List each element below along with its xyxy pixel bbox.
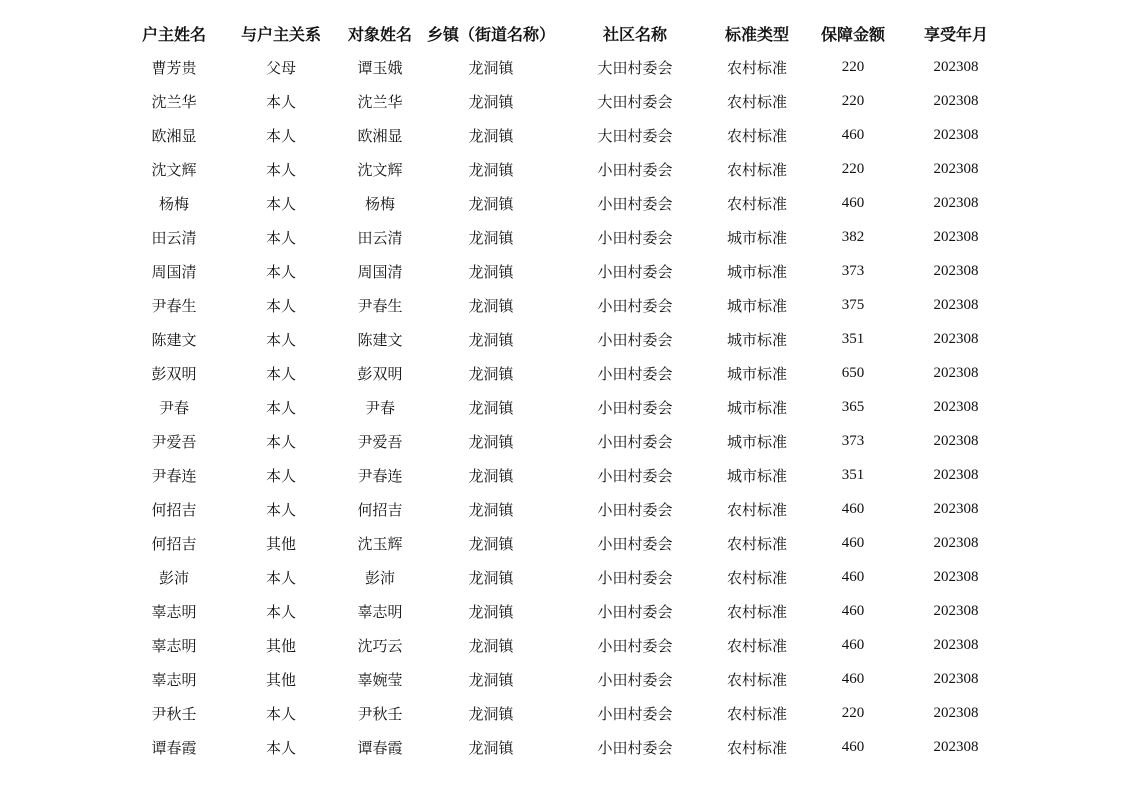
household-head-name-cell: 曹芳贵: [151, 58, 197, 77]
recipient-name-cell: 彭双明: [357, 364, 403, 383]
beneficiary-table: [120, 16, 1006, 764]
header-township: 乡镇（街道名称）: [426, 24, 555, 44]
township-cell: 龙洞镇: [468, 466, 514, 485]
table-row: [120, 50, 1006, 84]
table-row: [120, 628, 1006, 662]
standard-type-cell: 农村标准: [726, 500, 787, 519]
standard-type-cell: 城市标准: [726, 364, 787, 383]
township-cell: 龙洞镇: [468, 432, 514, 451]
period-cell: 202308: [933, 636, 979, 653]
standard-type-cell: 农村标准: [726, 670, 787, 689]
recipient-name-cell: 尹春生: [357, 296, 403, 315]
amount-cell: 373: [841, 432, 865, 449]
period-cell: 202308: [933, 466, 979, 483]
table-row: [120, 220, 1006, 254]
standard-type-cell: 城市标准: [726, 466, 787, 485]
relationship-cell: 本人: [265, 738, 296, 757]
amount-cell: 460: [841, 670, 865, 687]
household-head-name-cell: 尹春生: [151, 296, 197, 315]
recipient-name-cell: 辜婉莹: [357, 670, 403, 689]
table-row: [120, 186, 1006, 220]
recipient-name-cell: 何招吉: [357, 500, 403, 519]
recipient-name-cell: 尹爱吾: [357, 432, 403, 451]
amount-cell: 460: [841, 602, 865, 619]
standard-type-cell: 农村标准: [726, 636, 787, 655]
relationship-cell: 本人: [265, 330, 296, 349]
relationship-cell: 本人: [265, 92, 296, 111]
period-cell: 202308: [933, 194, 979, 211]
period-cell: 202308: [933, 296, 979, 313]
community-cell: 小田村委会: [597, 160, 673, 179]
header-amount: 保障金额: [820, 24, 885, 44]
township-cell: 龙洞镇: [468, 398, 514, 417]
amount-cell: 365: [841, 398, 865, 415]
household-head-name-cell: 辜志明: [151, 636, 197, 655]
amount-cell: 382: [841, 228, 865, 245]
community-cell: 小田村委会: [597, 330, 673, 349]
relationship-cell: 其他: [265, 636, 296, 655]
household-head-name-cell: 辜志明: [151, 670, 197, 689]
table-row: [120, 594, 1006, 628]
period-cell: 202308: [933, 432, 979, 449]
standard-type-cell: 城市标准: [726, 432, 787, 451]
table-row: [120, 390, 1006, 424]
relationship-cell: 本人: [265, 296, 296, 315]
standard-type-cell: 农村标准: [726, 58, 787, 77]
household-head-name-cell: 彭双明: [151, 364, 197, 383]
amount-cell: 460: [841, 738, 865, 755]
table-row: [120, 662, 1006, 696]
table-row: [120, 254, 1006, 288]
community-cell: 小田村委会: [597, 670, 673, 689]
standard-type-cell: 农村标准: [726, 602, 787, 621]
recipient-name-cell: 沈兰华: [357, 92, 403, 111]
township-cell: 龙洞镇: [468, 296, 514, 315]
amount-cell: 351: [841, 466, 865, 483]
township-cell: 龙洞镇: [468, 738, 514, 757]
period-cell: 202308: [933, 58, 979, 75]
period-cell: 202308: [933, 160, 979, 177]
header-row: [120, 16, 1006, 50]
period-cell: 202308: [933, 500, 979, 517]
standard-type-cell: 城市标准: [726, 262, 787, 281]
community-cell: 小田村委会: [597, 500, 673, 519]
recipient-name-cell: 谭玉娥: [357, 58, 403, 77]
household-head-name-cell: 辜志明: [151, 602, 197, 621]
community-cell: 小田村委会: [597, 466, 673, 485]
relationship-cell: 本人: [265, 398, 296, 417]
period-cell: 202308: [933, 228, 979, 245]
header-community: 社区名称: [602, 24, 667, 44]
community-cell: 大田村委会: [597, 58, 673, 77]
township-cell: 龙洞镇: [468, 228, 514, 247]
relationship-cell: 本人: [265, 466, 296, 485]
period-cell: 202308: [933, 704, 979, 721]
recipient-name-cell: 沈文辉: [357, 160, 403, 179]
table-row: [120, 84, 1006, 118]
household-head-name-cell: 何招吉: [151, 500, 197, 519]
amount-cell: 650: [841, 364, 865, 381]
standard-type-cell: 城市标准: [726, 228, 787, 247]
community-cell: 小田村委会: [597, 228, 673, 247]
township-cell: 龙洞镇: [468, 92, 514, 111]
header-standard-type: 标准类型: [724, 24, 789, 44]
table-row: [120, 322, 1006, 356]
household-head-name-cell: 尹春连: [151, 466, 197, 485]
household-head-name-cell: 谭春霞: [151, 738, 197, 757]
period-cell: 202308: [933, 670, 979, 687]
household-head-name-cell: 沈文辉: [151, 160, 197, 179]
period-cell: 202308: [933, 262, 979, 279]
household-head-name-cell: 何招吉: [151, 534, 197, 553]
amount-cell: 460: [841, 500, 865, 517]
community-cell: 小田村委会: [597, 296, 673, 315]
recipient-name-cell: 杨梅: [364, 194, 395, 213]
table-row: [120, 526, 1006, 560]
amount-cell: 220: [841, 160, 865, 177]
community-cell: 小田村委会: [597, 364, 673, 383]
table-row: [120, 424, 1006, 458]
community-cell: 大田村委会: [597, 92, 673, 111]
relationship-cell: 本人: [265, 126, 296, 145]
standard-type-cell: 农村标准: [726, 126, 787, 145]
table-row: [120, 152, 1006, 186]
period-cell: 202308: [933, 602, 979, 619]
relationship-cell: 其他: [265, 534, 296, 553]
standard-type-cell: 城市标准: [726, 398, 787, 417]
township-cell: 龙洞镇: [468, 330, 514, 349]
township-cell: 龙洞镇: [468, 534, 514, 553]
period-cell: 202308: [933, 364, 979, 381]
township-cell: 龙洞镇: [468, 160, 514, 179]
relationship-cell: 本人: [265, 568, 296, 587]
township-cell: 龙洞镇: [468, 364, 514, 383]
amount-cell: 460: [841, 194, 865, 211]
amount-cell: 375: [841, 296, 865, 313]
amount-cell: 373: [841, 262, 865, 279]
relationship-cell: 本人: [265, 602, 296, 621]
standard-type-cell: 农村标准: [726, 194, 787, 213]
relationship-cell: 本人: [265, 500, 296, 519]
township-cell: 龙洞镇: [468, 670, 514, 689]
community-cell: 小田村委会: [597, 398, 673, 417]
community-cell: 小田村委会: [597, 432, 673, 451]
standard-type-cell: 城市标准: [726, 330, 787, 349]
township-cell: 龙洞镇: [468, 602, 514, 621]
recipient-name-cell: 陈建文: [357, 330, 403, 349]
standard-type-cell: 农村标准: [726, 568, 787, 587]
recipient-name-cell: 沈玉辉: [357, 534, 403, 553]
table-header: [120, 16, 1006, 50]
standard-type-cell: 农村标准: [726, 738, 787, 757]
recipient-name-cell: 田云清: [357, 228, 403, 247]
household-head-name-cell: 尹秋壬: [151, 704, 197, 723]
standard-type-cell: 农村标准: [726, 704, 787, 723]
community-cell: 小田村委会: [597, 194, 673, 213]
amount-cell: 220: [841, 704, 865, 721]
community-cell: 小田村委会: [597, 738, 673, 757]
township-cell: 龙洞镇: [468, 262, 514, 281]
township-cell: 龙洞镇: [468, 194, 514, 213]
table-row: [120, 288, 1006, 322]
period-cell: 202308: [933, 126, 979, 143]
relationship-cell: 本人: [265, 194, 296, 213]
community-cell: 小田村委会: [597, 636, 673, 655]
community-cell: 小田村委会: [597, 534, 673, 553]
recipient-name-cell: 尹秋壬: [357, 704, 403, 723]
amount-cell: 220: [841, 58, 865, 75]
community-cell: 小田村委会: [597, 602, 673, 621]
community-cell: 小田村委会: [597, 704, 673, 723]
community-cell: 小田村委会: [597, 262, 673, 281]
header-relationship: 与户主关系: [240, 24, 321, 44]
household-head-name-cell: 沈兰华: [151, 92, 197, 111]
household-head-name-cell: 彭沛: [158, 568, 189, 587]
community-cell: 小田村委会: [597, 568, 673, 587]
standard-type-cell: 农村标准: [726, 160, 787, 179]
relationship-cell: 本人: [265, 364, 296, 383]
period-cell: 202308: [933, 330, 979, 347]
header-recipient-name: 对象姓名: [347, 24, 412, 44]
household-head-name-cell: 陈建文: [151, 330, 197, 349]
township-cell: 龙洞镇: [468, 636, 514, 655]
household-head-name-cell: 杨梅: [158, 194, 189, 213]
header-period: 享受年月: [923, 24, 988, 44]
standard-type-cell: 农村标准: [726, 92, 787, 111]
document-page: [120, 16, 1006, 764]
relationship-cell: 本人: [265, 262, 296, 281]
relationship-cell: 本人: [265, 160, 296, 179]
household-head-name-cell: 尹春: [158, 398, 189, 417]
period-cell: 202308: [933, 534, 979, 551]
recipient-name-cell: 辜志明: [357, 602, 403, 621]
community-cell: 大田村委会: [597, 126, 673, 145]
period-cell: 202308: [933, 92, 979, 109]
township-cell: 龙洞镇: [468, 704, 514, 723]
amount-cell: 351: [841, 330, 865, 347]
recipient-name-cell: 尹春连: [357, 466, 403, 485]
table-row: [120, 458, 1006, 492]
amount-cell: 460: [841, 636, 865, 653]
household-head-name-cell: 田云清: [151, 228, 197, 247]
amount-cell: 460: [841, 126, 865, 143]
table-row: [120, 730, 1006, 764]
table-row: [120, 118, 1006, 152]
household-head-name-cell: 欧湘显: [151, 126, 197, 145]
header-household-head-name: 户主姓名: [141, 24, 206, 44]
relationship-cell: 父母: [265, 58, 296, 77]
standard-type-cell: 城市标准: [726, 296, 787, 315]
table-row: [120, 696, 1006, 730]
table-body: [120, 50, 1006, 764]
amount-cell: 460: [841, 568, 865, 585]
period-cell: 202308: [933, 738, 979, 755]
recipient-name-cell: 沈巧云: [357, 636, 403, 655]
household-head-name-cell: 尹爱吾: [151, 432, 197, 451]
relationship-cell: 本人: [265, 704, 296, 723]
township-cell: 龙洞镇: [468, 568, 514, 587]
household-head-name-cell: 周国清: [151, 262, 197, 281]
period-cell: 202308: [933, 568, 979, 585]
standard-type-cell: 农村标准: [726, 534, 787, 553]
recipient-name-cell: 彭沛: [364, 568, 395, 587]
recipient-name-cell: 周国清: [357, 262, 403, 281]
recipient-name-cell: 欧湘显: [357, 126, 403, 145]
table-row: [120, 492, 1006, 526]
relationship-cell: 其他: [265, 670, 296, 689]
township-cell: 龙洞镇: [468, 126, 514, 145]
table-row: [120, 356, 1006, 390]
relationship-cell: 本人: [265, 228, 296, 247]
relationship-cell: 本人: [265, 432, 296, 451]
amount-cell: 460: [841, 534, 865, 551]
recipient-name-cell: 谭春霞: [357, 738, 403, 757]
township-cell: 龙洞镇: [468, 58, 514, 77]
recipient-name-cell: 尹春: [364, 398, 395, 417]
amount-cell: 220: [841, 92, 865, 109]
township-cell: 龙洞镇: [468, 500, 514, 519]
table-row: [120, 560, 1006, 594]
period-cell: 202308: [933, 398, 979, 415]
